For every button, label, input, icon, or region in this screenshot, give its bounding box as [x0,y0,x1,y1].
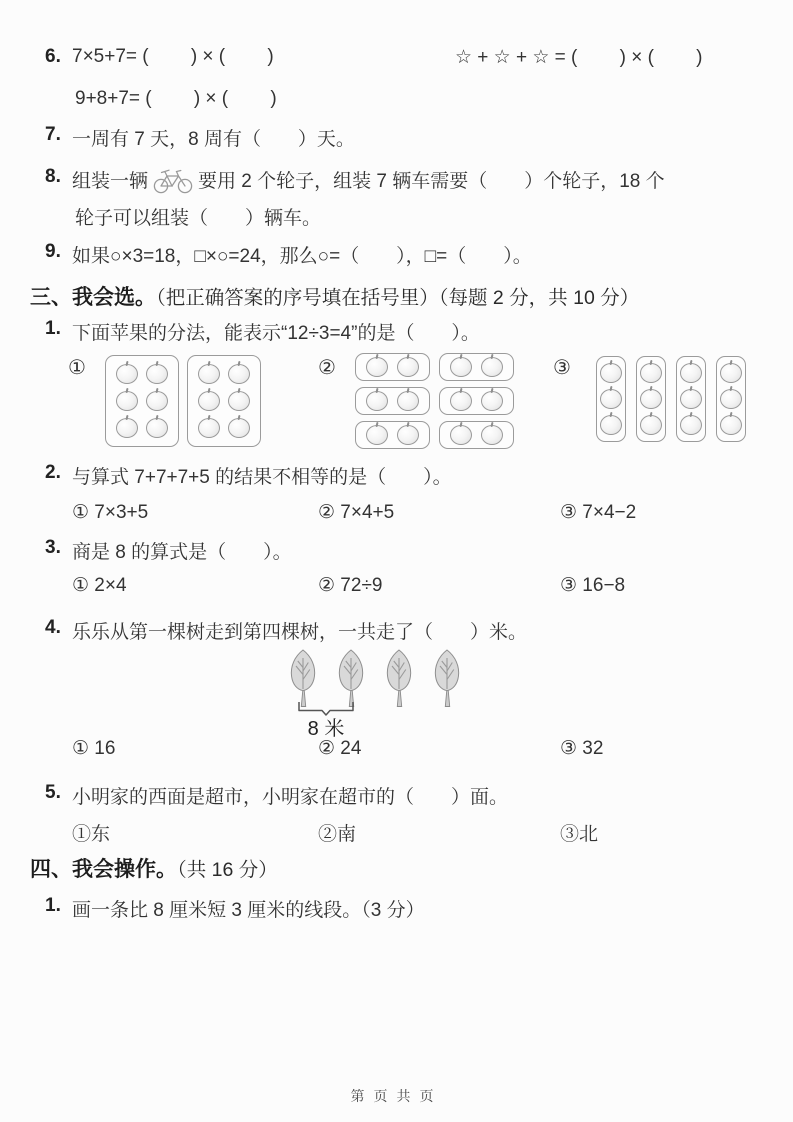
choice-question-4-options [45,737,778,769]
apple-option-label: ① [68,357,86,379]
question-6-line2 [45,88,778,120]
apple-icon [397,425,419,445]
apple-diagram-option-3 [596,356,746,442]
apple-icon [481,357,503,377]
apple-box [636,356,666,442]
option: ②南 [318,824,357,845]
apple-icon [720,415,742,435]
question-text [72,166,665,194]
apple-icon [366,425,388,445]
option: ① 16 [72,738,116,759]
option: ① 7×3+5 [72,502,149,523]
apple-option-label: ② [318,357,336,379]
question-8-line2 [45,203,778,235]
apple-diagram-option-2 [355,353,514,449]
apple-option-label: ③ [553,357,571,379]
section-title: 三、我会选。 [30,286,156,309]
apple-icon [600,389,622,409]
apple-icon [366,391,388,411]
apple-icon [600,363,622,383]
section-4-heading [30,853,778,887]
apple-icon [366,357,388,377]
choice-question-3-options [45,574,778,606]
option: ① 2×4 [72,575,127,596]
page-footer: 第页共页 [350,1088,443,1104]
question-number: 6. [45,46,61,67]
apple-icon [146,418,168,438]
apple-icon [640,389,662,409]
question-text: 轮子可以组装（ ）辆车。 [75,208,321,229]
section-subtitle: （共 16 分） [177,859,278,881]
apple-icon [680,389,702,409]
question-9 [45,241,778,273]
question-number: 1. [45,895,61,916]
question-7 [45,124,778,156]
choice-question-4 [45,617,778,649]
choice-question-5 [45,782,778,814]
apple-icon [228,364,250,384]
apple-icon [450,391,472,411]
apple-icon [397,391,419,411]
question-text: 与算式 7+7+7+5 的结果不相等的是（ ）。 [72,467,452,488]
apple-icon [640,363,662,383]
apple-icon [228,391,250,411]
question-text: 如果○×3=18，□×○=24，那么○=（ ），□=（ ）。 [72,246,532,267]
section-subtitle: （把正确答案的序号填在括号里）（每题 2 分，共 10 分） [156,287,640,309]
apple-box [596,356,626,442]
choice-question-2-options [45,501,778,533]
star-equation: ☆ + ☆ + ☆ = ( ) × ( ) [455,47,703,68]
tree-icon [287,648,319,710]
question-text: 7×5+7= ( ) × ( ) [72,46,274,67]
apple-box [676,356,706,442]
apple-box [355,353,430,381]
section-3-heading [30,281,778,315]
question-text: 商是 8 的算式是（ ）。 [72,542,292,563]
apple-box [716,356,746,442]
question-text-after-icon: 要用 2 个轮子，组装 7 辆车需要（ ）个轮子，18 个 [198,171,665,192]
apple-icon [640,415,662,435]
option: ② 7×4+5 [318,502,395,523]
apple-icon [600,415,622,435]
tree-icon [335,648,367,710]
apple-icon [720,363,742,383]
tree-diagram [287,648,463,710]
question-number: 3. [45,537,61,558]
apple-icon [720,389,742,409]
question-number: 1. [45,318,61,339]
question-text: 画一条比 8 厘米短 3 厘米的线段。（3 分） [72,900,425,921]
tree-icon [383,648,415,710]
question-number: 7. [45,124,61,145]
option: ③ 16−8 [560,575,626,596]
distance-label: 8 米 [307,718,345,740]
apple-icon [450,425,472,445]
option: ② 24 [318,738,362,759]
apple-icon [397,357,419,377]
apple-icon [198,418,220,438]
bicycle-icon [152,166,194,194]
question-number: 4. [45,617,61,638]
apple-box [355,421,430,449]
choice-question-1 [45,318,778,350]
question-text-before-icon: 组装一辆 [72,171,149,192]
apple-box [439,421,514,449]
apple-box [355,387,430,415]
apple-icon [680,415,702,435]
apple-box [187,355,261,447]
question-text: 小明家的西面是超市，小明家在超市的（ ）面。 [72,787,508,808]
apple-icon [228,418,250,438]
option: ③北 [560,824,599,845]
apple-icon [481,425,503,445]
option: ①东 [72,824,111,845]
question-text: 一周有 7 天，8 周有（ ）天。 [72,129,355,150]
apple-icon [116,364,138,384]
question-number: 2. [45,462,61,483]
option: ③ 32 [560,738,604,759]
question-text: 下面苹果的分法，能表示“12÷3=4”的是（ ）。 [72,323,480,344]
choice-question-5-options [45,819,778,851]
question-number: 5. [45,782,61,803]
question-number: 8. [45,166,61,187]
apple-icon [680,363,702,383]
apple-box [439,387,514,415]
apple-icon [198,364,220,384]
tree-icon [431,648,463,710]
question-6-line1 [45,46,778,78]
apple-box [105,355,179,447]
question-text: 乐乐从第一棵树走到第四棵树，一共走了（ ）米。 [72,622,527,643]
section-title: 四、我会操作。 [30,858,177,881]
apple-icon [116,418,138,438]
apple-icon [481,391,503,411]
apple-icon [146,391,168,411]
choice-question-2 [45,462,778,494]
option: ③ 7×4−2 [560,502,637,523]
apple-icon [116,391,138,411]
question-8-line1 [45,166,778,198]
apple-icon [146,364,168,384]
apple-diagram-option-1 [105,355,261,447]
operation-question-1 [45,895,778,927]
apple-icon [198,391,220,411]
question-number: 9. [45,241,61,262]
option: ② 72÷9 [318,575,383,596]
apple-icon [450,357,472,377]
question-text: 9+8+7= ( ) × ( ) [75,88,277,109]
choice-question-3 [45,537,778,569]
apple-box [439,353,514,381]
